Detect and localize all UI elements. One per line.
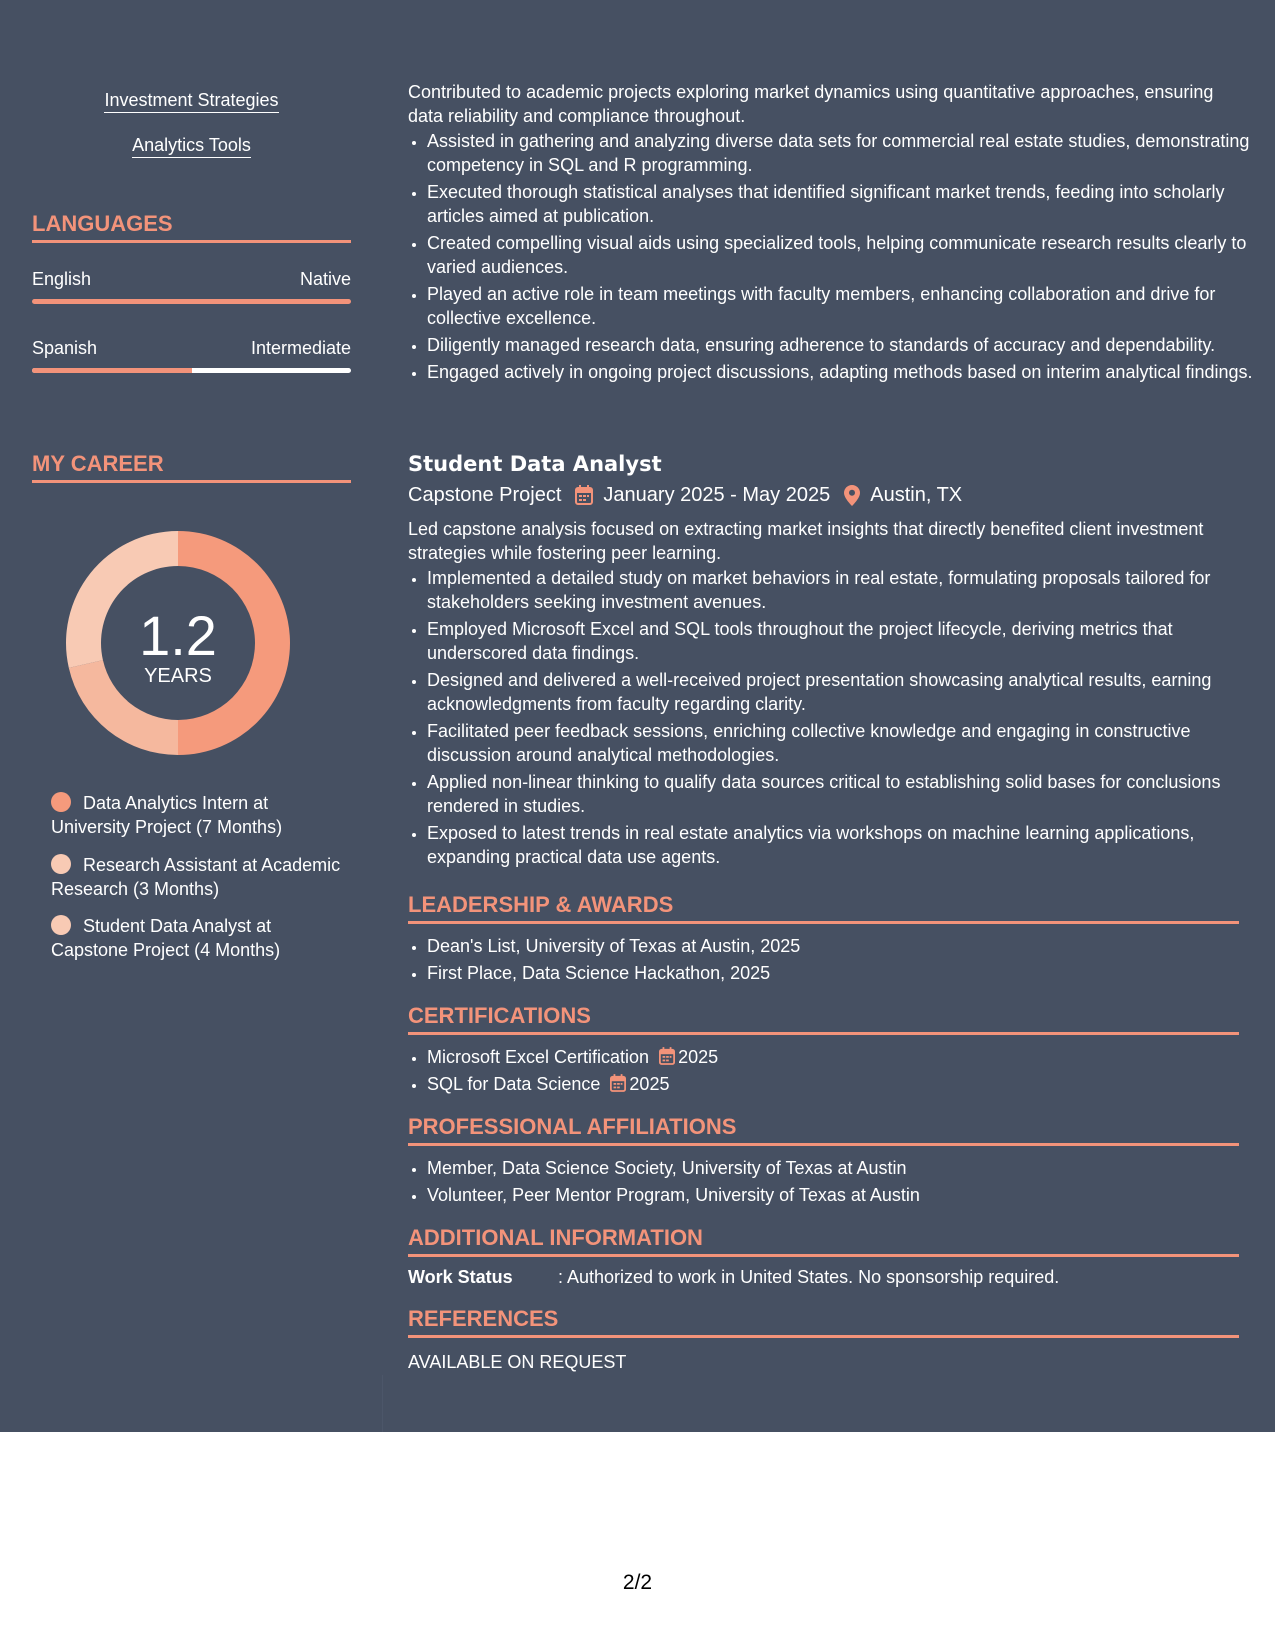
job-summary: Contributed to academic projects exploring market dynamics using quantitative approaches, ensuring data reliability and compliance throughout. — [408, 82, 1214, 126]
cert-name: SQL for Data Science — [427, 1074, 601, 1094]
work-status-value: : Authorized to work in United States. No sponsorship required. — [558, 1267, 1060, 1287]
legend-label: Data Analytics Intern at University Project (7 Months) — [51, 793, 283, 837]
skill-label: Analytics Tools — [132, 135, 251, 158]
legend-dot — [51, 854, 71, 874]
list-item: • Created compelling visual aids using specialized tools, helping communicate research results clearly to varied audiences. — [427, 231, 1258, 279]
skill-analytics-tools — [32, 134, 351, 156]
work-status-row — [408, 1265, 1059, 1289]
language-english-bar — [32, 299, 351, 304]
career-legend-item — [51, 791, 341, 839]
list-item: • Volunteer, Peer Mentor Program, University of Texas at Austin — [427, 1183, 1258, 1207]
career-heading: MY CAREER — [32, 450, 351, 483]
list-item: • First Place, Data Science Hackathon, 2025 — [427, 961, 1258, 985]
list-item: • Designed and delivered a well-received project presentation showcasing analytical results, earning acknowledgments from faculty regarding clarity. — [427, 668, 1258, 716]
cert-year: 2025 — [678, 1047, 719, 1067]
list-item: • Dean's List, University of Texas at Austin, 2025 — [427, 934, 1258, 958]
job-bullets — [408, 566, 1258, 872]
affiliations-list — [408, 1156, 1258, 1210]
job-dates: January 2025 - May 2025 — [603, 484, 831, 506]
calendar-icon — [659, 1047, 675, 1065]
references-text: AVAILABLE ON REQUEST — [408, 1352, 627, 1372]
references-heading: REFERENCES — [408, 1305, 1239, 1338]
career-legend-item — [51, 914, 341, 962]
language-bar-fill — [32, 368, 192, 373]
calendar-icon — [575, 485, 593, 505]
list-item: • Diligently managed research data, ensuring adherence to standards of accuracy and dependability. — [427, 333, 1258, 357]
career-total-unit: YEARS — [144, 665, 212, 687]
cert-name: Microsoft Excel Certification — [427, 1047, 650, 1067]
job-summary: Led capstone analysis focused on extracting market insights that directly benefited client investment strategies while fostering peer learning. — [408, 519, 1204, 563]
skill-investment-strategies — [32, 89, 351, 111]
calendar-icon — [610, 1074, 626, 1092]
list-item: • Assisted in gathering and analyzing diverse data sets for commercial real estate studies, demonstrating competency in SQL and R programming. — [427, 129, 1258, 177]
career-legend-item — [51, 853, 341, 901]
languages-heading: LANGUAGES — [32, 210, 351, 243]
location-pin-icon — [844, 485, 860, 506]
certifications-heading: CERTIFICATIONS — [408, 1002, 1239, 1035]
job-bullets — [408, 129, 1258, 387]
language-level: Intermediate — [250, 338, 351, 358]
list-item: • Implemented a detailed study on market behaviors in real estate, formulating proposals tailored for stakeholders seeking investment avenues. — [427, 566, 1258, 614]
list-item: • Facilitated peer feedback sessions, enriching collective knowledge and engaging in constructive discussion around analytical methodologies. — [427, 719, 1258, 767]
cert-year: 2025 — [629, 1074, 670, 1094]
career-total-value: 1.2 — [139, 604, 217, 667]
certifications-list — [408, 1045, 1258, 1099]
language-name: Spanish — [32, 338, 98, 358]
language-spanish — [32, 337, 351, 359]
list-item: • Member, Data Science Society, University of Texas at Austin — [427, 1156, 1258, 1180]
language-spanish-bar — [32, 368, 351, 373]
work-status-label: Work Status — [408, 1267, 513, 1287]
legend-dot — [51, 915, 71, 935]
legend-dot — [51, 792, 71, 812]
job-meta — [408, 482, 962, 508]
list-item: • Executed thorough statistical analyses that identified significant market trends, feeding into scholarly articles aimed at publication. — [427, 180, 1258, 228]
job-location: Austin, TX — [870, 484, 963, 506]
language-bar-fill — [32, 299, 351, 304]
leadership-list — [408, 934, 1258, 988]
job-title: Student Data Analyst — [408, 452, 662, 476]
list-item: • Exposed to latest trends in real estate analytics via workshops on machine learning applications, expanding practical data use agents. — [427, 821, 1258, 869]
list-item: • Played an active role in team meetings with faculty members, enhancing collaboration and drive for collective excellence. — [427, 282, 1258, 330]
column-divider — [382, 1375, 383, 1432]
list-item — [427, 1045, 1258, 1069]
legend-label: Research Assistant at Academic Research (3 Months) — [51, 855, 341, 899]
language-english — [32, 268, 351, 290]
skill-label: Investment Strategies — [104, 90, 278, 113]
language-level: Native — [299, 269, 351, 289]
job-company: Capstone Project — [408, 484, 562, 506]
leadership-heading: LEADERSHIP & AWARDS — [408, 891, 1239, 924]
list-item — [427, 1072, 1258, 1096]
list-item: • Employed Microsoft Excel and SQL tools throughout the project lifecycle, deriving metrics that underscored data findings. — [427, 617, 1258, 665]
list-item: • Engaged actively in ongoing project discussions, adapting methods based on interim analytical findings. — [427, 360, 1258, 384]
list-item: • Applied non-linear thinking to qualify data sources critical to establishing solid bases for conclusions rendered in studies. — [427, 770, 1258, 818]
page-number: 2/2 — [622, 1571, 653, 1594]
affiliations-heading: PROFESSIONAL AFFILIATIONS — [408, 1113, 1239, 1146]
language-name: English — [32, 269, 92, 289]
additional-info-heading: ADDITIONAL INFORMATION — [408, 1224, 1239, 1257]
career-donut-chart — [66, 531, 290, 755]
legend-label: Student Data Analyst at Capstone Project (4 Months) — [51, 916, 281, 960]
